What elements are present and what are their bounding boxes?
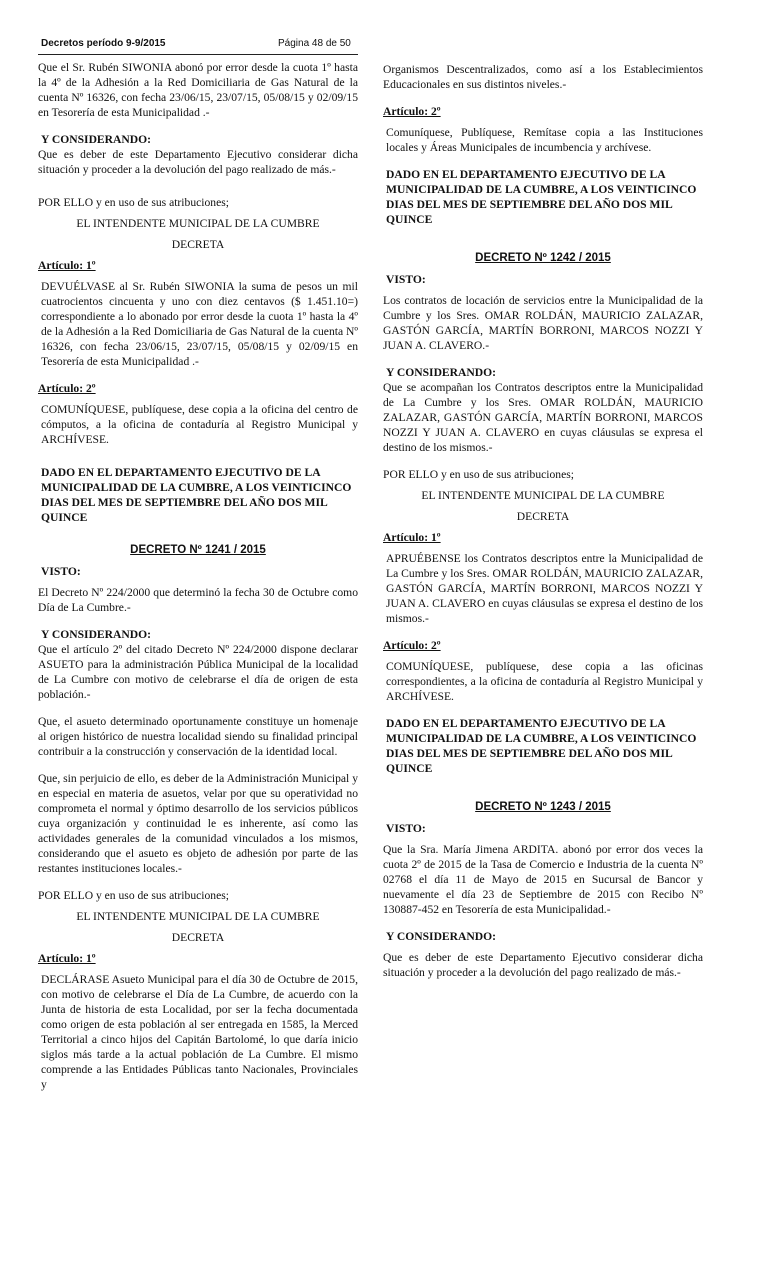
intendente-line: EL INTENDENTE MUNICIPAL DE LA CUMBRE: [76, 910, 320, 923]
intendente-line: EL INTENDENTE MUNICIPAL DE LA CUMBRE: [76, 217, 320, 230]
right-column: [383, 62, 703, 980]
article-text: COMUNÍQUESE, publíquese, dese copia a la oficina del centro de cómputos, a la oficina de contaduría al Registro Municipal y ARCHÍVESE.: [41, 403, 358, 446]
article-text: APRUÉBENSE los Contratos descriptos entre la Municipalidad de La Cumbre y los Sres. OMAR ROLDÁN, MAURICIO ZALAZAR, GASTÓN GARCÍA, MARTÍN BORRONI, MARCOS NOZZI Y JUAN A. CLAVERO en cuyas cláusulas se expresa el destino de los mismos.-: [386, 552, 703, 625]
paragraph: Que, el asueto determinado oportunamente constituye un homenaje al origen histórico de nuestra localidad siendo su finalidad principal contribuir a la construcción y conservación de la identidad local.: [38, 715, 358, 758]
paragraph: Que se acompañan los Contratos descriptos entre la Municipalidad de La Cumbre y los Sres. OMAR ROLDÁN, MAURICIO ZALAZAR, GASTÓN GARCÍA, MARTÍN BORRONI, MARCOS NOZZI Y JUAN A. CLAVERO en cuyas cláusulas se expresa el destino de los mismos.-: [383, 381, 703, 454]
paragraph: Que es deber de este Departamento Ejecutivo considerar dicha situación y proceder a la devolución del pago realizado de más.-: [383, 951, 703, 979]
por-ello: POR ELLO y en uso de sus atribuciones;: [38, 196, 229, 209]
article-label: Artículo: 2º: [383, 105, 441, 118]
paragraph: Que es deber de este Departamento Ejecutivo considerar dicha situación y proceder a la devolución del pago realizado de más.-: [38, 148, 358, 176]
page-header: [38, 36, 358, 55]
article-label: Artículo: 1º: [38, 952, 96, 965]
decree-title-1242: DECRETO Nº 1242 / 2015: [475, 252, 611, 264]
article-text: Comuníquese, Publíquese, Remítase copia a las Instituciones locales y Áreas Municipales de incumbencia y archívese.: [386, 126, 703, 154]
considerando-heading: Y CONSIDERANDO:: [41, 628, 152, 641]
dado-en-block: DADO EN EL DEPARTAMENTO EJECUTIVO DE LA MUNICIPALIDAD DE LA CUMBRE, A LOS VEINTICINCO DIAS DEL MES DE SEPTIEMBRE DEL AÑO DOS MIL QUINCE: [386, 168, 697, 226]
paragraph: Que el artículo 2º del citado Decreto Nº 224/2000 dispone declarar ASUETO para la administración Pública Municipal de la localidad de La Cumbre con motivo de celebrarse el día de origen de esta población.-: [38, 643, 358, 701]
decree-title-1243: DECRETO Nº 1243 / 2015: [475, 801, 611, 813]
decree-title-1241: DECRETO Nº 1241 / 2015: [130, 544, 266, 556]
article-text: COMUNÍQUESE, publíquese, dese copia a las oficinas correspondientes, a la oficina de contaduría al Registro Municipal y ARCHÍVESE.: [386, 660, 703, 703]
visto-heading: VISTO:: [41, 565, 81, 578]
article-label: Artículo: 2º: [383, 639, 441, 652]
considerando-heading: Y CONSIDERANDO:: [41, 133, 152, 146]
paragraph: Organismos Descentralizados, como así a los Establecimientos Educacionales en sus distintos niveles.-: [383, 63, 703, 91]
considerando-heading: Y CONSIDERANDO:: [386, 930, 497, 943]
header-page-number: Página 48 de 50: [278, 38, 351, 49]
left-column: [38, 60, 358, 1092]
decreta-line: DECRETA: [171, 931, 225, 944]
dado-en-block: DADO EN EL DEPARTAMENTO EJECUTIVO DE LA MUNICIPALIDAD DE LA CUMBRE, A LOS VEINTICINCO DIAS DEL MES DE SEPTIEMBRE DEL AÑO DOS MIL QUINCE: [41, 466, 352, 524]
article-text: DEVUÉLVASE al Sr. Rubén SIWONIA la suma de pesos un mil cuatrocientos cincuenta y uno con diez centavos ($ 1.451.10=) correspondiente a lo abonado por error desde la cuota 1º hasta la 4º de la Adhesión a la Red Domiciliaria de Gas Natural de la cuenta Nº 16326, con fecha 23/06/15, 23/07/15, 05/08/15 y 02/09/15 en Tesorería de esta Municipalidad .-: [41, 280, 358, 368]
article-label: Artículo: 2º: [38, 382, 96, 395]
considerando-heading: Y CONSIDERANDO:: [386, 366, 497, 379]
dado-en-block: DADO EN EL DEPARTAMENTO EJECUTIVO DE LA MUNICIPALIDAD DE LA CUMBRE, A LOS VEINTICINCO DIAS DEL MES DE SEPTIEMBRE DEL AÑO DOS MIL QUINCE: [386, 717, 697, 775]
article-text: DECLÁRASE Asueto Municipal para el día 30 de Octubre de 2015, con motivo de celebrarse el Día de La Cumbre, de acuerdo con la Junta de historia de esta Localidad, por ser la fecha documentada como origen de esta población al ser entregada en 1585, la Merced Territorial a cinco hijos del Capitán Bartolomé, lo que daría inicio siglos más tarde a la actual población de La Cumbre. El mismo comprende a las Entidades Públicas tanto Nacionales, Provinciales y: [41, 973, 358, 1091]
por-ello: POR ELLO y en uso de sus atribuciones;: [38, 889, 229, 902]
header-title: Decretos período 9-9/2015: [41, 38, 166, 49]
intendente-line: EL INTENDENTE MUNICIPAL DE LA CUMBRE: [421, 489, 665, 502]
por-ello: POR ELLO y en uso de sus atribuciones;: [383, 468, 574, 481]
decreta-line: DECRETA: [516, 510, 570, 523]
paragraph: Que la Sra. María Jimena ARDITA. abonó por error dos veces la cuota 2º de 2015 de la Tasa de Comercio e Industria de la cuenta Nº 02768 el día 11 de Mayo de 2015 en Sucursal de Bancor y nuevamente el día 23 de Septiembre de 2015 con Recibo Nº 130887-452 en Tesorería de esta Municipalidad.-: [383, 843, 703, 916]
decreta-line: DECRETA: [171, 238, 225, 251]
visto-heading: VISTO:: [386, 273, 426, 286]
paragraph: Que el Sr. Rubén SIWONIA abonó por error desde la cuota 1º hasta la 4º de la Adhesión a la Red Domiciliaria de Gas Natural de la cuenta Nº 16326, con fecha 23/06/15, 23/07/15, 05/08/15 y 02/09/15 en Tesorería de esta Municipalidad .-: [38, 61, 358, 119]
article-label: Artículo: 1º: [38, 259, 96, 272]
visto-heading: VISTO:: [386, 822, 426, 835]
article-label: Artículo: 1º: [383, 531, 441, 544]
paragraph: Los contratos de locación de servicios entre la Municipalidad de la Cumbre y los Sres. OMAR ROLDÁN, MAURICIO ZALAZAR, GASTÓN GARCÍA, MARTÍN BORRONI, MARCOS NOZZI Y JUAN A. CLAVERO.-: [383, 294, 703, 352]
paragraph: Que, sin perjuicio de ello, es deber de la Administración Municipal y en especial en materia de asuetos, velar por que su operatividad no comprometa el normal y óptimo desarrollo de los servicios públicos cuya organización y continuidad le es inherente, así como las actividades generales de la comunidad vinculados a los mismos, considerando que el asueto es objeto de adhesión por parte de las restantes instituciones locales.-: [38, 772, 358, 875]
paragraph: El Decreto Nº 224/2000 que determinó la fecha 30 de Octubre como Día de La Cumbre.-: [38, 586, 358, 614]
